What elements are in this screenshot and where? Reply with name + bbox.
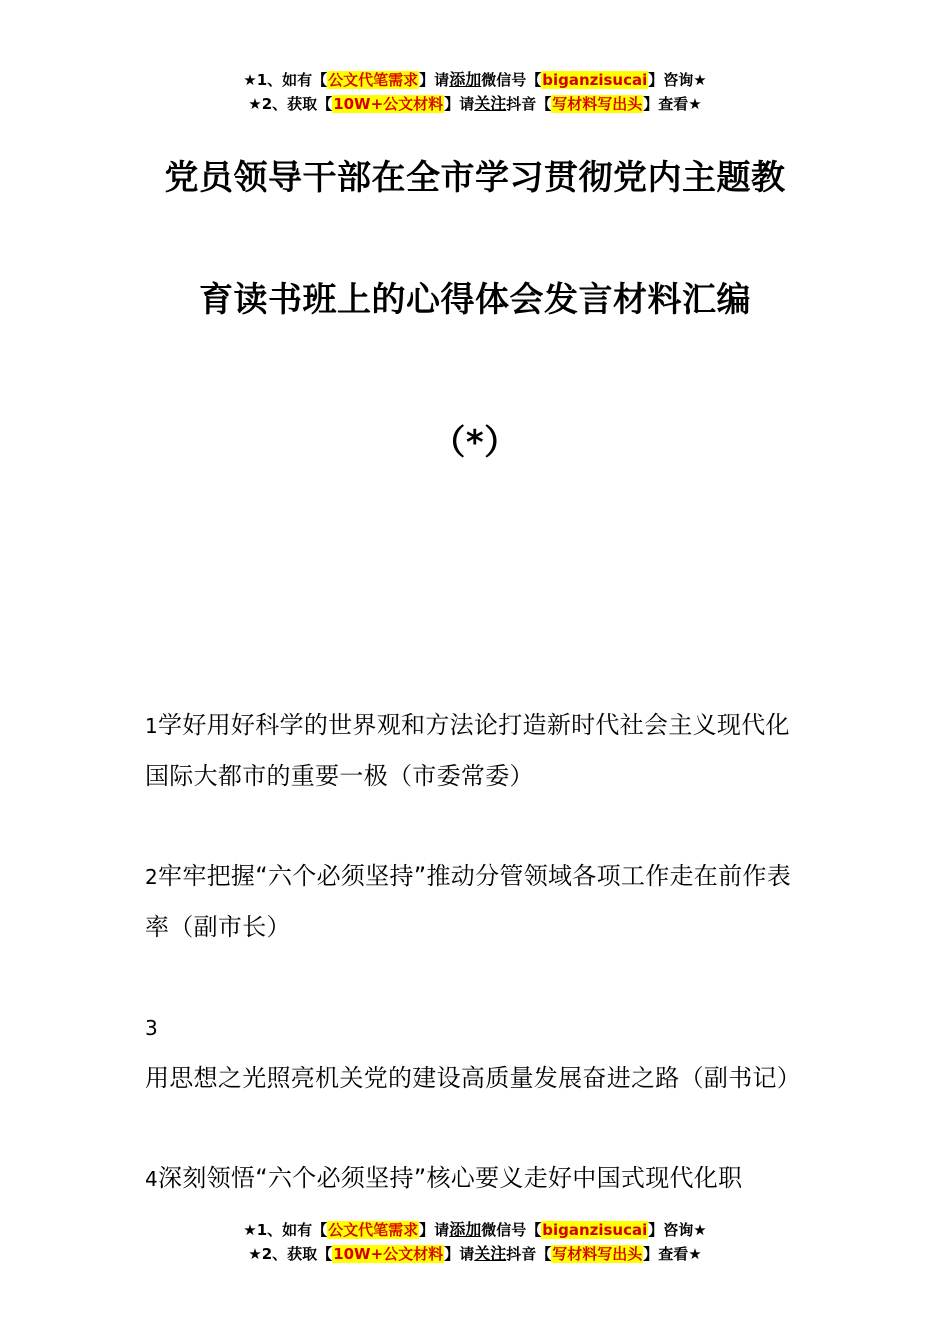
toc-item: 1学好用好科学的世界观和方法论打造新时代社会主义现代化国际大都市的重要一极（市委常委） <box>145 711 790 790</box>
footer-banner <box>0 1218 950 1266</box>
banner-line-1: ★1、如有【公文代笔需求】请添加微信号【biganzisucai】咨询★ <box>243 70 707 89</box>
highlight-service: 公文代笔需求 <box>328 71 419 89</box>
banner-line-1: ★1、如有【公文代笔需求】请添加微信号【biganzisucai】咨询★ <box>243 1220 707 1239</box>
highlight-service: 公文代笔需求 <box>328 1221 419 1239</box>
highlight-douyin-id: 写材料写出头 <box>552 1245 643 1263</box>
highlight-materials: 10W+公文材料 <box>333 95 444 113</box>
highlight-materials: 10W+公文材料 <box>333 1245 444 1263</box>
toc-item: 2牢牢把握“六个必须坚持”推动分管领域各项工作走在前作表率（副市长） <box>145 862 791 941</box>
banner-line-2: ★2、获取【10W+公文材料】请关注抖音【写材料写出头】查看★ <box>248 1244 702 1263</box>
highlight-wechat-id: biganzisucai <box>542 1221 648 1239</box>
banner-line-2: ★2、获取【10W+公文材料】请关注抖音【写材料写出头】查看★ <box>248 94 702 113</box>
toc-item: 4深刻领悟“六个必须坚持”核心要义走好中国式现代化职 <box>145 1164 743 1192</box>
document-title-line-3: （*） <box>431 423 519 463</box>
header-banner <box>0 68 950 116</box>
document-title-line-1: 党员领导干部在全市学习贯彻党内主题教 <box>164 158 786 198</box>
table-of-contents <box>145 700 810 1254</box>
toc-item: 3用思想之光照亮机关党的建设高质量发展奋进之路（副书记） <box>145 1016 802 1092</box>
highlight-douyin-id: 写材料写出头 <box>552 95 643 113</box>
document-title-line-2: 育读书班上的心得体会发言材料汇编 <box>199 280 751 320</box>
highlight-wechat-id: biganzisucai <box>542 71 648 89</box>
